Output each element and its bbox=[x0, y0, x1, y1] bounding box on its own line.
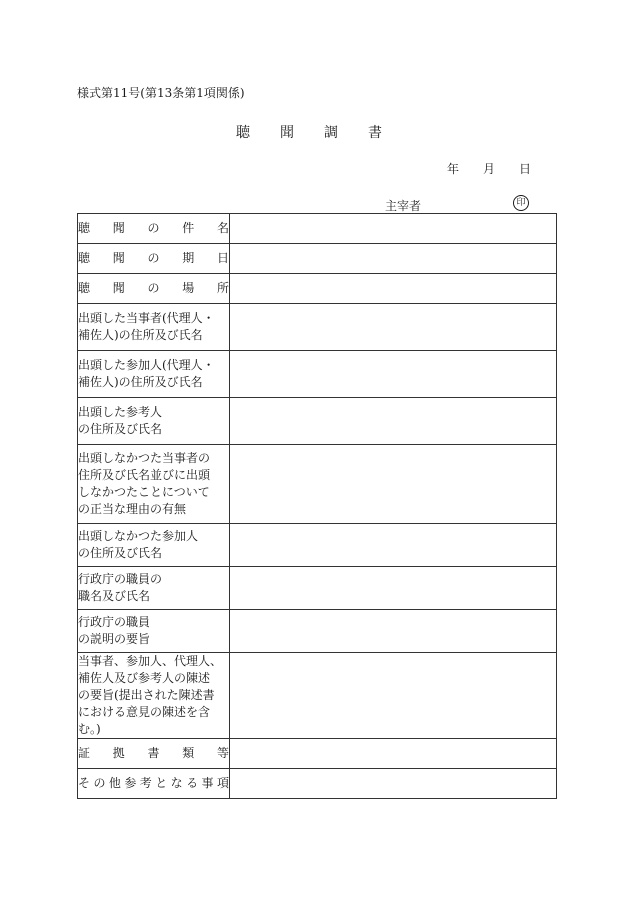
row-label-text: 出頭しなかつた参加人 の住所及び氏名 bbox=[78, 529, 199, 560]
table-row bbox=[78, 351, 557, 398]
row-label bbox=[78, 445, 230, 524]
row-label-text: 行政庁の職員 の説明の要旨 bbox=[78, 615, 151, 646]
table-row bbox=[78, 739, 557, 769]
row-value-field[interactable] bbox=[230, 653, 557, 739]
table-row bbox=[78, 653, 557, 739]
row-value-field[interactable] bbox=[230, 274, 557, 304]
row-label bbox=[78, 653, 230, 739]
form-number: 様式第11号(第13条第1項関係) bbox=[77, 86, 245, 100]
row-label-text: 出頭した参考人 の住所及び氏名 bbox=[78, 405, 163, 436]
row-label bbox=[78, 739, 230, 769]
row-value-field[interactable] bbox=[230, 739, 557, 769]
row-label-text: 行政庁の職員の 職名及び氏名 bbox=[78, 572, 163, 603]
row-value-field[interactable] bbox=[230, 610, 557, 653]
row-value-field[interactable] bbox=[230, 524, 557, 567]
date-line bbox=[447, 160, 531, 177]
row-value-field[interactable] bbox=[230, 351, 557, 398]
row-label-text: 出頭した参加人(代理人・ 補佐人)の住所及び氏名 bbox=[78, 358, 215, 389]
row-label bbox=[78, 610, 230, 653]
table-row bbox=[78, 274, 557, 304]
document-title bbox=[236, 122, 382, 142]
table-row bbox=[78, 214, 557, 244]
hearing-record-table bbox=[77, 213, 557, 799]
title-char: 聞 bbox=[280, 125, 294, 141]
table-row bbox=[78, 610, 557, 653]
table-row bbox=[78, 524, 557, 567]
table-row bbox=[78, 304, 557, 351]
row-label-text: 証 拠 書 類 等 bbox=[78, 746, 229, 760]
row-value-field[interactable] bbox=[230, 445, 557, 524]
row-label bbox=[78, 524, 230, 567]
table-row bbox=[78, 398, 557, 445]
table-row bbox=[78, 567, 557, 610]
row-label-text: 聴 聞 の 場 所 bbox=[78, 281, 229, 295]
row-value-field[interactable] bbox=[230, 567, 557, 610]
day-label: 日 bbox=[519, 162, 532, 176]
table-row bbox=[78, 769, 557, 799]
table-row bbox=[78, 244, 557, 274]
row-label-text: 出頭した当事者(代理人・ 補佐人)の住所及び氏名 bbox=[78, 311, 215, 342]
title-char: 書 bbox=[368, 125, 382, 141]
row-value-field[interactable] bbox=[230, 398, 557, 445]
row-label bbox=[78, 398, 230, 445]
row-label-text: 聴 聞 の 期 日 bbox=[78, 251, 229, 265]
row-label-text: 出頭しなかつた当事者の 住所及び氏名並びに出頭 しなかつたことについて の正当な理由の有無 bbox=[78, 451, 211, 516]
row-label bbox=[78, 244, 230, 274]
row-label-text: そ の 他 参 考 と な る 事 項 bbox=[78, 776, 229, 790]
row-value-field[interactable] bbox=[230, 244, 557, 274]
title-char: 聴 bbox=[236, 125, 250, 141]
row-value-field[interactable] bbox=[230, 304, 557, 351]
row-label bbox=[78, 567, 230, 610]
row-label-text: 当事者、参加人、代理人、 補佐人及び参考人の陳述 の要旨(提出された陳述書 における意見の陳述を含 む。) bbox=[78, 654, 223, 736]
seal-mark: 印 bbox=[513, 195, 529, 211]
row-label bbox=[78, 769, 230, 799]
row-label bbox=[78, 274, 230, 304]
table-row bbox=[78, 445, 557, 524]
row-label bbox=[78, 214, 230, 244]
year-label: 年 bbox=[447, 162, 460, 176]
row-value-field[interactable] bbox=[230, 769, 557, 799]
row-label bbox=[78, 304, 230, 351]
title-char: 調 bbox=[324, 125, 338, 141]
presider-label: 主宰者 bbox=[385, 199, 422, 213]
row-label-text: 聴 聞 の 件 名 bbox=[78, 221, 229, 235]
row-value-field[interactable] bbox=[230, 214, 557, 244]
row-label bbox=[78, 351, 230, 398]
month-label: 月 bbox=[483, 162, 496, 176]
